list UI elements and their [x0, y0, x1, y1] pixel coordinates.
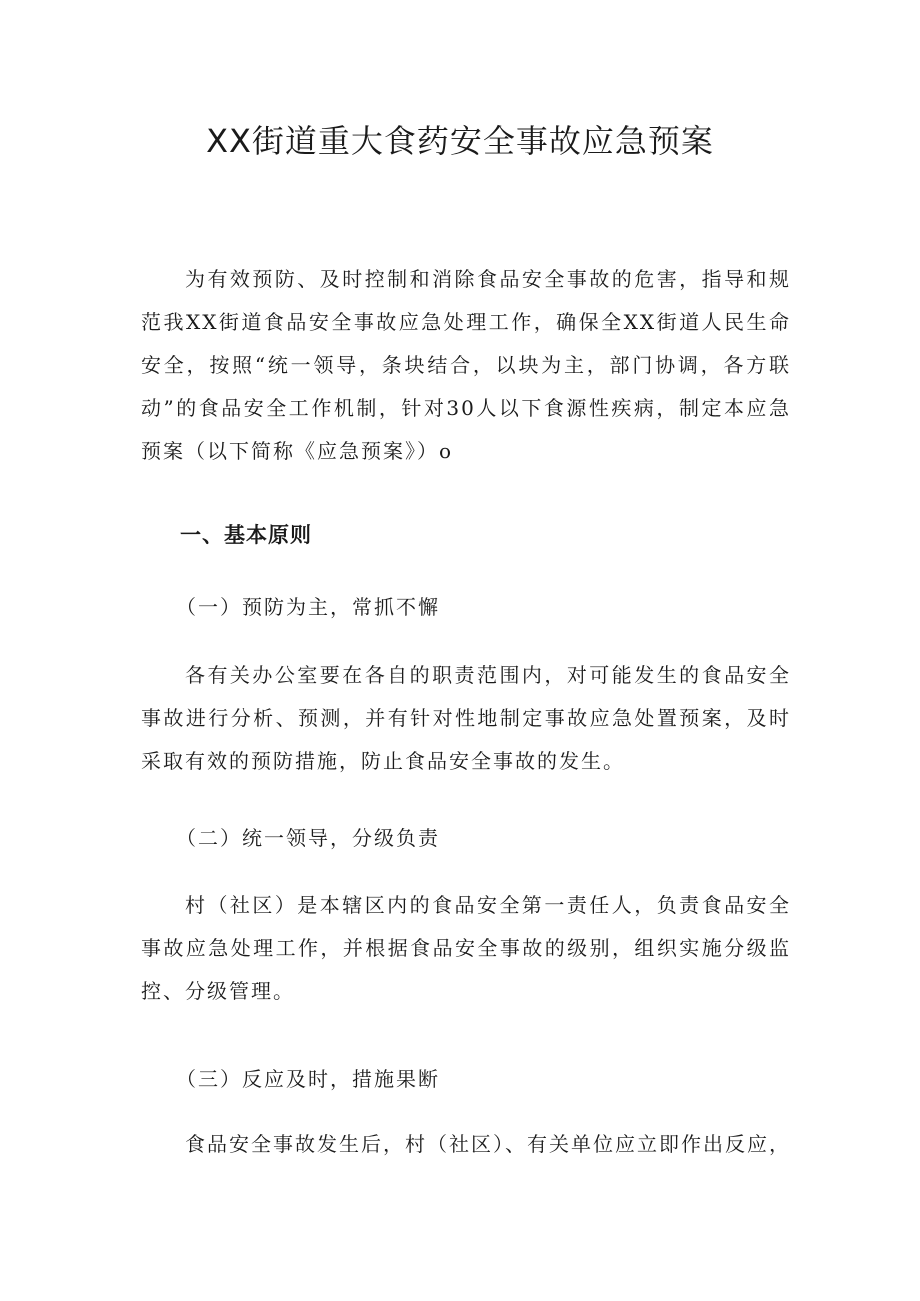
paragraph-2: 村（社区）是本辖区内的食品安全第一责任人，负责食品安全事故应急处理工作，并根据食品安全事故的级别，组织实施分级监控、分级管理。 — [141, 893, 791, 1003]
intro-paragraph: 为有效预防、及时控制和消除食品安全事故的危害，指导和规范我XX街道食品安全事故应急处理工作，确保全XX街道人民生命安全，按照“统一领导，条块结合，以块为主，部门协调，各方联动”的食品安全工作机制，针对30人以下食源性疾病，制定本应急预案（以下简称《应急预案》）o — [141, 267, 791, 463]
subheading-1: （一）预防为主，常抓不懈 — [176, 595, 440, 619]
subheading-3: （三）反应及时，措施果断 — [176, 1067, 440, 1091]
section-heading: 一、基本原则 — [180, 523, 312, 547]
document-title: XX街道重大食药安全事故应急预案 — [206, 122, 714, 160]
paragraph-1: 各有关办公室要在各自的职责范围内，对可能发生的食品安全事故进行分析、预测，并有针对性地制定事故应急处置预案，及时采取有效的预防措施，防止食品安全事故的发生。 — [141, 663, 791, 773]
paragraph-3: 食品安全事故发生后，村（社区）、有关单位应立即作出反应， — [185, 1132, 791, 1156]
subheading-2: （二）统一领导，分级负责 — [176, 826, 440, 850]
